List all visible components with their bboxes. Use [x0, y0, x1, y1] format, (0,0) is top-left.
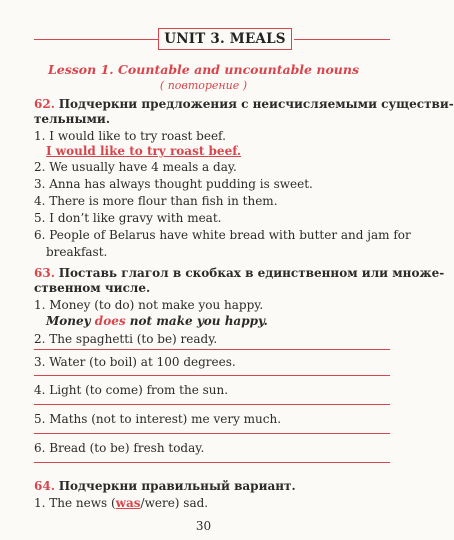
ex63-item-1: 1. Money (to do) not make you happy. [34, 298, 264, 312]
ex62-item-1: 1. I would like to try roast beef. [34, 129, 226, 143]
ex63-number: 63. [34, 266, 55, 280]
ex64-item-post: /were) sad. [140, 496, 209, 510]
ex62-item-5: 5. I don’t like gravy with meat. [34, 211, 222, 225]
ex62-item-3: 3. Anna has always thought pudding is sweet. [34, 177, 313, 191]
ex63-answer-line-6[interactable] [34, 462, 390, 463]
ex63-answer-line-3[interactable] [34, 375, 390, 376]
ex64-item-1 [34, 495, 208, 512]
ex63-instruction-line1: Поставь глагол в скобках в единственном или множе- [58, 266, 445, 280]
ex62-answer: I would like to try roast beef. [46, 144, 242, 158]
header-rule-left [34, 39, 158, 40]
ex63-answer [46, 313, 268, 330]
ex63-answer-verb: does [94, 314, 126, 328]
ex63-answer-line-2[interactable] [34, 349, 390, 350]
ex62-instruction-line2: тельными. [34, 112, 110, 126]
ex64-instruction-text: Подчеркни правильный вариант. [58, 479, 296, 493]
lesson-title: Lesson 1. Countable and uncountable nouns [47, 62, 359, 77]
ex63-item-6: 6. Bread (to be) fresh today. [34, 441, 205, 455]
ex63-item-2: 2. The spaghetti (to be) ready. [34, 332, 218, 346]
lesson-subtitle: ( повторение ) [159, 79, 248, 92]
ex63-answer-line-5[interactable] [34, 433, 390, 434]
ex62-item-6-cont: breakfast. [46, 245, 108, 259]
ex63-answer-pre: Money [46, 314, 95, 328]
ex63-answer-post: not make you happy. [125, 314, 268, 328]
ex64-choice-selected[interactable]: was [115, 496, 141, 510]
ex62-item-2: 2. We usually have 4 meals a day. [34, 160, 237, 174]
ex63-item-4: 4. Light (to come) from the sun. [34, 383, 229, 397]
ex64-instruction [34, 478, 296, 495]
ex63-item-3: 3. Water (to boil) at 100 degrees. [34, 355, 236, 369]
page-number: 30 [195, 519, 212, 533]
ex63-instruction-line2: ственном числе. [34, 281, 151, 295]
unit-title: UNIT 3. MEALS [158, 28, 292, 50]
ex62-instruction-line1: Подчеркни предложения с неисчисляемыми существи- [58, 97, 454, 111]
ex64-number: 64. [34, 479, 55, 493]
ex63-answer-line-4[interactable] [34, 404, 390, 405]
ex62-item-4: 4. There is more flour than fish in them. [34, 194, 278, 208]
ex64-item-pre: 1. The news ( [34, 496, 116, 510]
header-rule-right [294, 39, 390, 40]
ex63-item-5: 5. Maths (not to interest) me very much. [34, 412, 282, 426]
ex62-item-6: 6. People of Belarus have white bread with butter and jam for [34, 228, 411, 242]
ex62-number: 62. [34, 97, 55, 111]
